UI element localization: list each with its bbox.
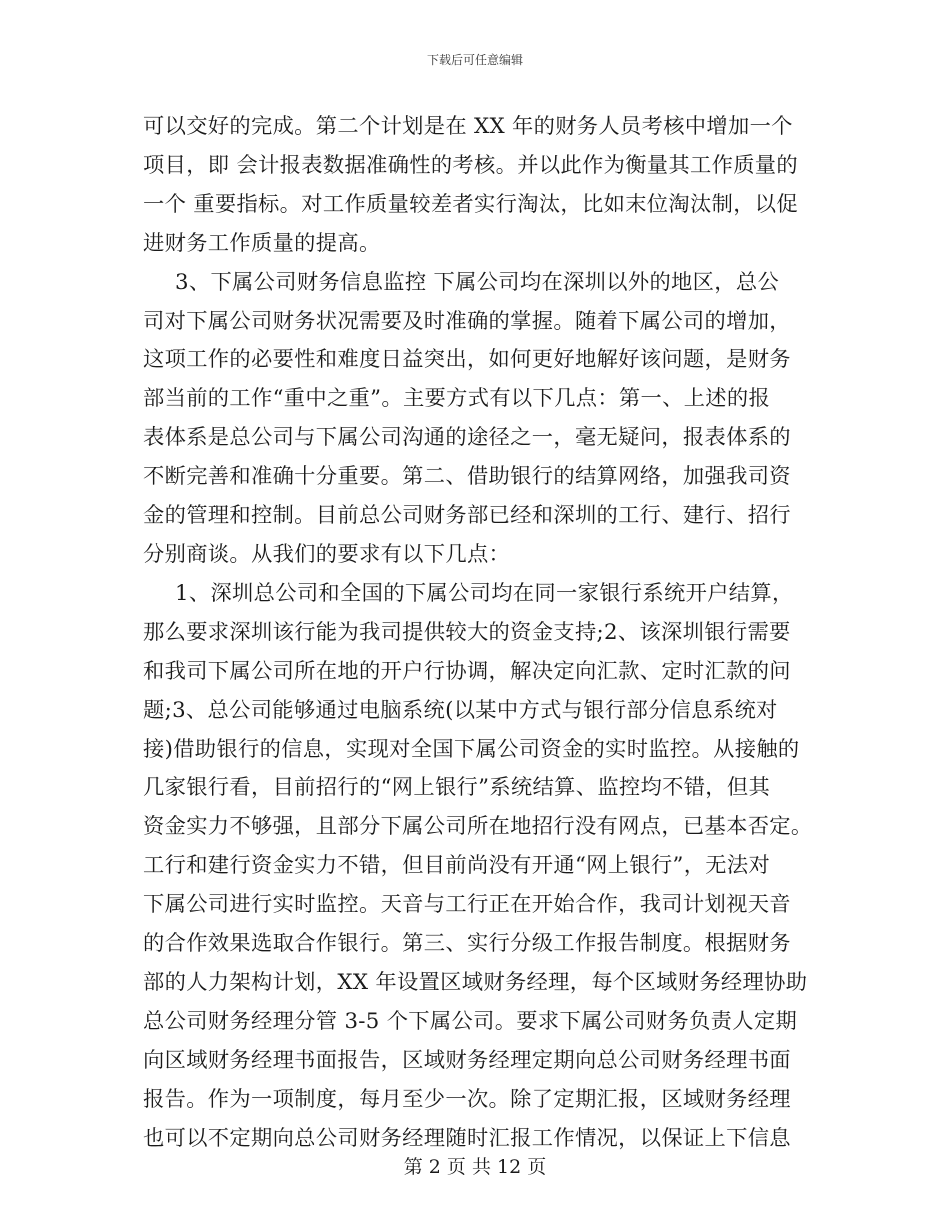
text-line: 金的管理和控制。目前总公司财务部已经和深圳的工行、建行、招行: [143, 503, 791, 529]
paragraph-start-line: 3、下属公司财务信息监控 下属公司均在深圳以外的地区，总公: [175, 269, 780, 295]
text-line: 工行和建行资金实力不错，但目前尚没有开通“网上银行”，无法对: [143, 853, 771, 879]
text-line: 可以交好的完成。第二个计划是在 XX 年的财务人员考核中增加一个: [143, 114, 793, 139]
text-line: 分别商谈。从我们的要求有以下几点：: [143, 541, 511, 567]
text-line: 不断完善和准确十分重要。第二、借助银行的结算网络，加强我司资: [143, 464, 791, 490]
text-line: 司对下属公司财务状况需要及时准确的掌握。随着下属公司的增加，: [143, 308, 791, 334]
text-line: 项目，即 会计报表数据准确性的考核。并以此作为衡量其工作质量的: [143, 152, 798, 178]
text-line: 题;3、总公司能够通过电脑系统(以某中方式与银行部分信息系统对: [143, 697, 778, 723]
text-line: 资金实力不够强，且部分下属公司所在地招行没有网点，已基本否定。: [143, 814, 813, 840]
text-line: 部当前的工作“重中之重”。主要方式有以下几点：第一、上述的报: [143, 386, 771, 412]
text-line: 那么要求深圳该行能为我司提供较大的资金支持;2、该深圳银行需要: [143, 619, 791, 645]
text-line: 和我司下属公司所在地的开户行协调，解决定向汇款、定时汇款的问: [143, 658, 791, 684]
text-line: 也可以不定期向总公司财务经理随时汇报工作情况，以保证上下信息: [143, 1125, 791, 1151]
text-line: 的合作效果选取合作银行。第三、实行分级工作报告制度。根据财务: [143, 931, 791, 957]
text-line: 几家银行看，目前招行的“网上银行”系统结算、监控均不错，但其: [143, 775, 771, 801]
text-line: 一个 重要指标。对工作质量较差者实行淘汰，比如末位淘汰制，以促: [143, 191, 798, 217]
text-line: 表体系是总公司与下属公司沟通的途径之一，毫无疑问，报表体系的: [143, 425, 791, 451]
text-line: 向区域财务经理书面报告，区域财务经理定期向总公司财务经理书面: [143, 1047, 791, 1073]
document-body: [143, 108, 813, 1158]
text-line: 总公司财务经理分管 3-5 个下属公司。要求下属公司财务负责人定期: [143, 1008, 798, 1034]
text-line: 进财务工作质量的提高。: [143, 230, 381, 256]
text-line: 这项工作的必要性和难度日益突出，如何更好地解好该问题，是财务: [143, 347, 791, 373]
text-line: 报告。作为一项制度，每月至少一次。除了定期汇报，区域财务经理: [143, 1086, 791, 1112]
page-number-footer: 第 2 页 共 12 页: [403, 1156, 547, 1178]
page-header-note: 下载后可任意编辑: [426, 53, 523, 67]
text-line: 接)借助银行的信息，实现对全国下属公司资金的实时监控。从接触的: [143, 736, 800, 762]
paragraph-start-line: 1、深圳总公司和全国的下属公司均在同一家银行系统开户结算，: [175, 580, 794, 606]
text-line: 部的人力架构计划，XX 年设置区域财务经理，每个区域财务经理协助: [143, 969, 808, 995]
text-line: 下属公司进行实时监控。天音与工行正在开始合作，我司计划视天音: [143, 892, 791, 918]
